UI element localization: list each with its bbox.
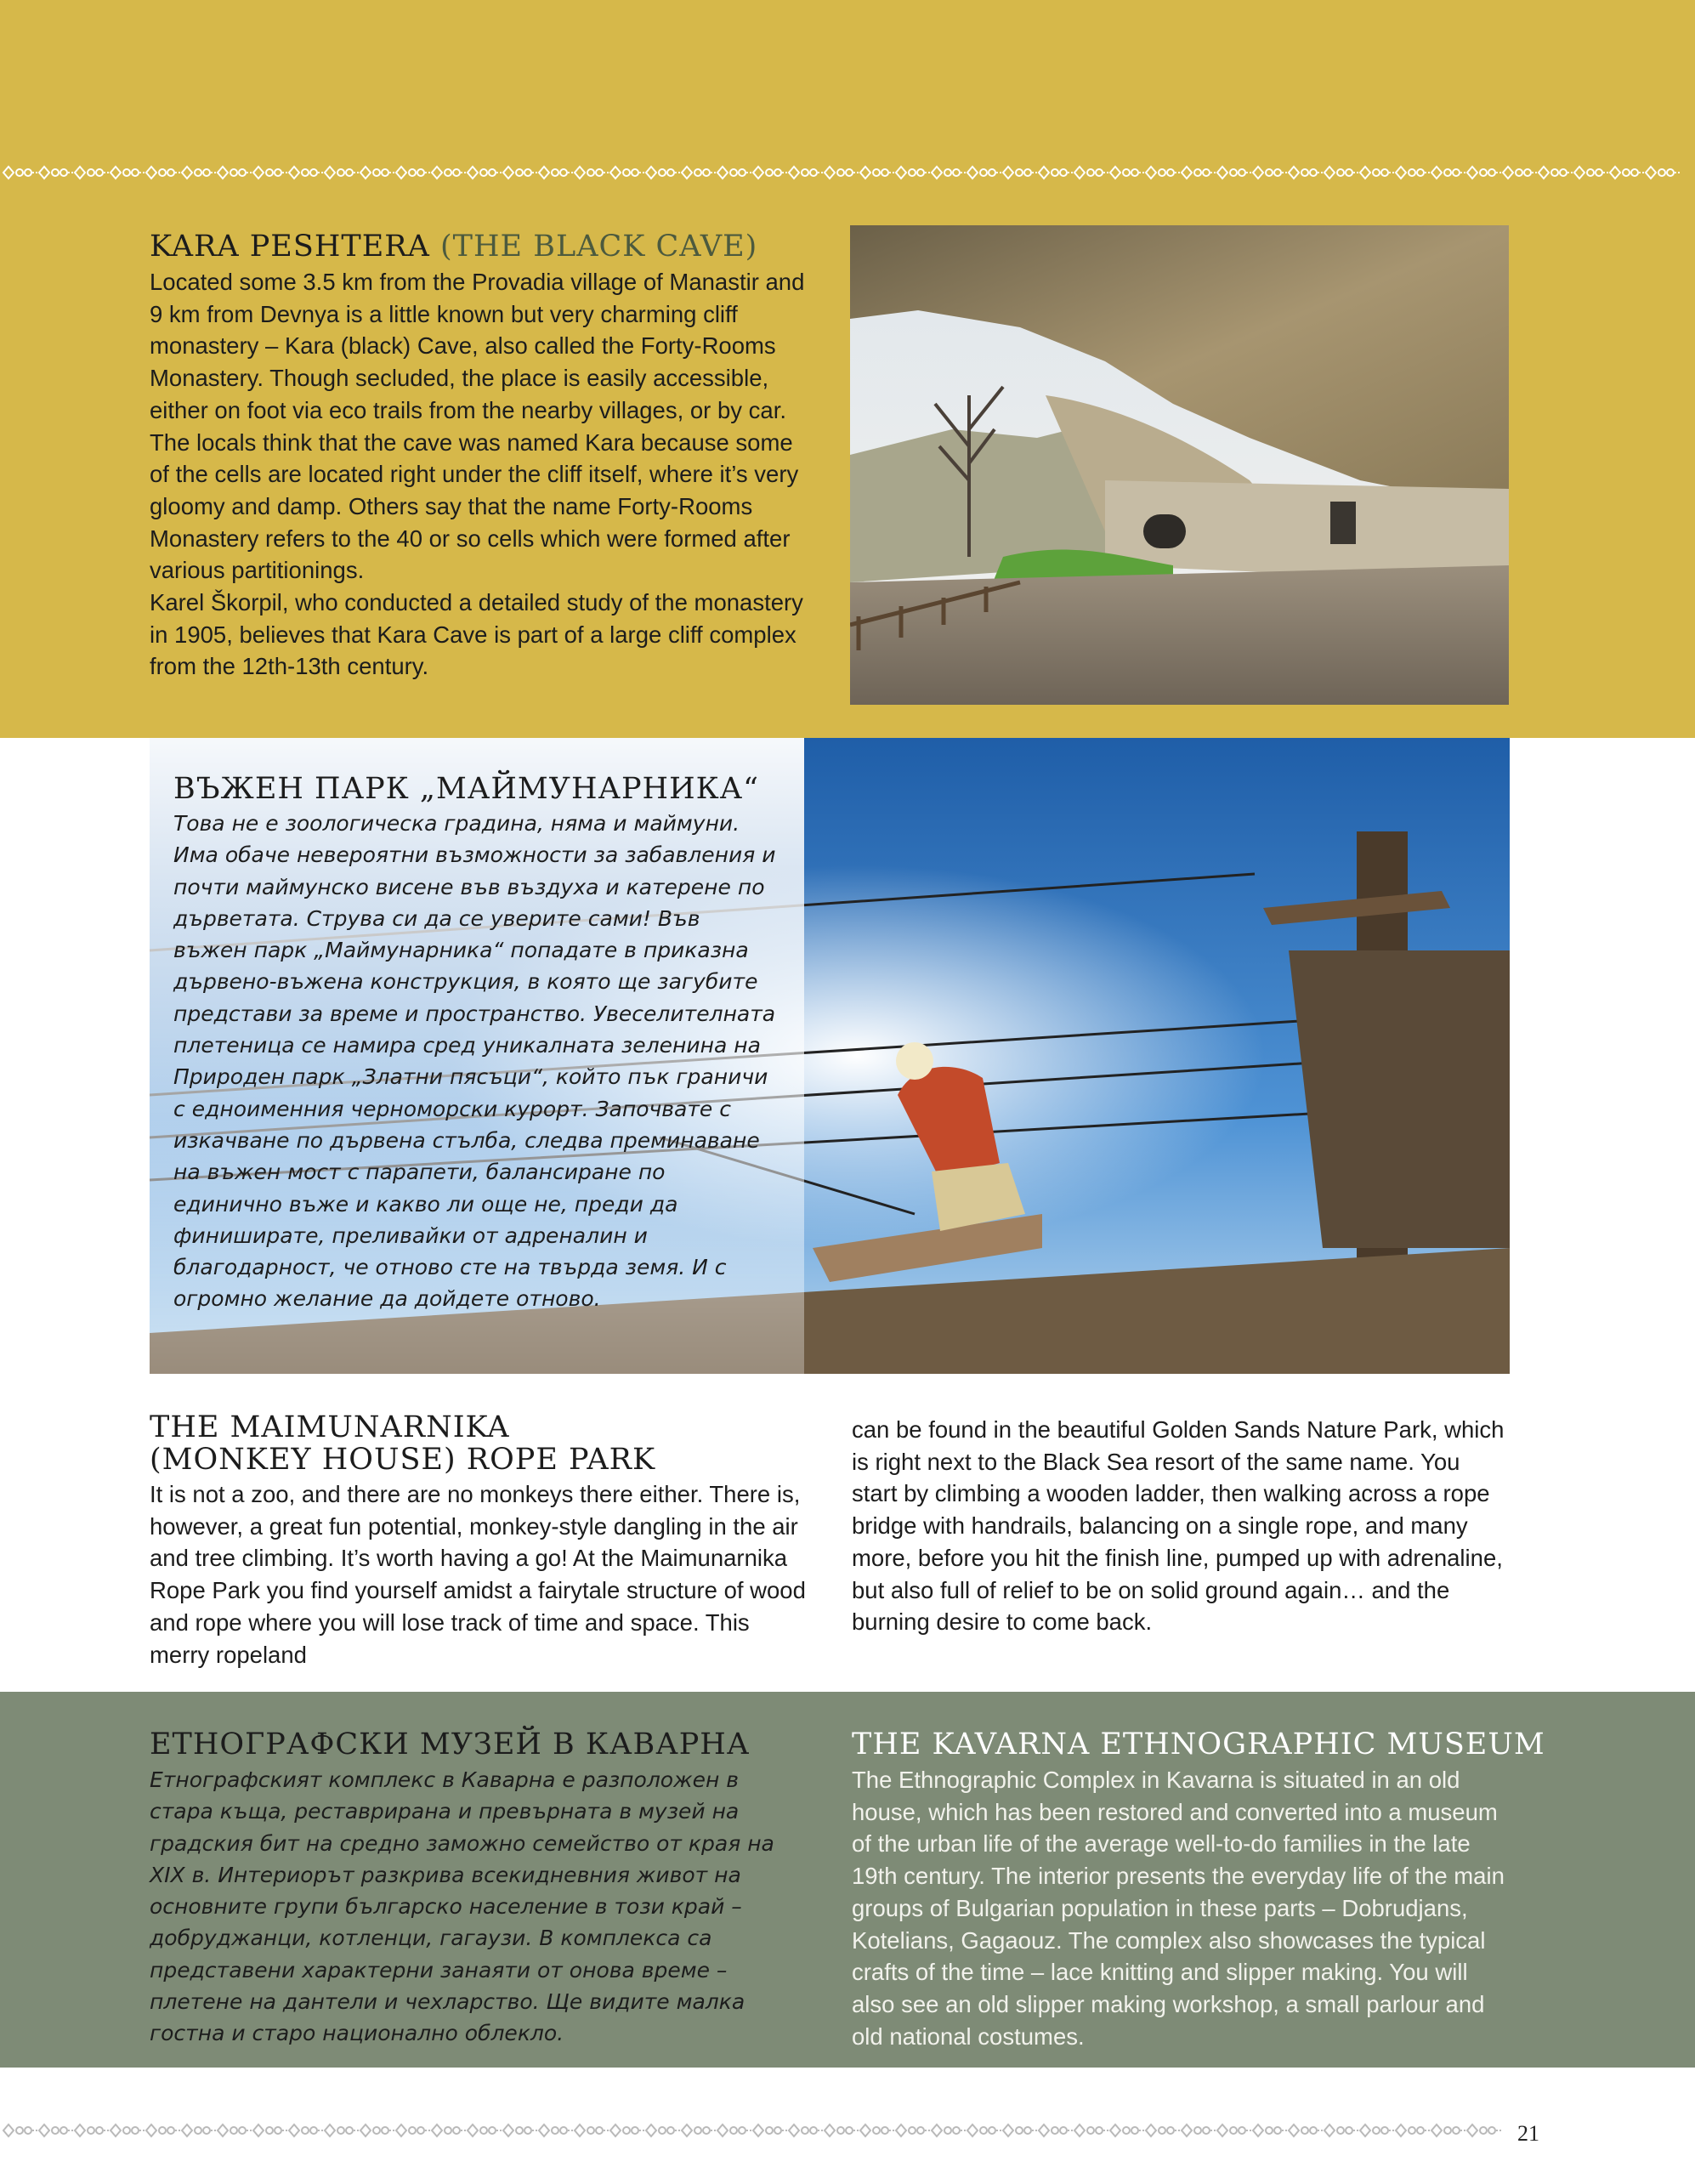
ornament-motif (218, 2124, 253, 2136)
museum-bg-body: Етнографският комплекс в Каварна е разположен в стара къща, реставрирана и превърната в музей на градския бит на средно заможно семейство от края на XIX в. Интериорът разкрива всекидневния живот на основните групи българско население в този край – добруджанци, котленци, гагаузи. В комплекса са представени характерни занаяти от онова време – плетене на дантели и чехларство. Ще видите малка гостна и старо национално облекло. (150, 1767, 774, 2046)
ornament-motif (1467, 2124, 1503, 2136)
ornament-motif (253, 2124, 289, 2136)
ornament-motif (610, 167, 646, 179)
rope-en-title-line2: (MONKEY HOUSE) ROPE PARK (150, 1443, 656, 1477)
ornament-motif (717, 167, 753, 179)
rope-en-title (150, 1411, 655, 1476)
ornament-motif (1646, 167, 1681, 179)
rope-bg-title: ВЪЖЕН ПАРК „МАЙМУНАРНИКА“ (173, 772, 760, 806)
ornament-motif (1396, 2124, 1431, 2136)
ornament-motif (503, 2124, 539, 2136)
ornament-motif (1467, 167, 1503, 179)
ornament-border-bottom (0, 2119, 1505, 2141)
ornament-motif (75, 167, 111, 179)
ornament-motif (753, 2124, 789, 2136)
museum-en-body: The Ethnographic Complex in Kavarna is situated in an old house, which has been restored and converted into a museum of the urban life of the average well-to-do families in the late 19th century. The interior presents the everyday life of the main groups of Bulgarian population in these parts – Dobrudjans, Kotelians, Gagaouz. The complex also showcases the typical crafts of the time – lace knitting and slipper making. You will also see an old slipper making workshop, a small parlour and old national costumes. (852, 1767, 1505, 2050)
kara-paragraph: Located some 3.5 km from the Provadia village of Manastir and 9 km from Devnya is a little known but very charming cliff monastery – Kara (black) Cave, also called the Forty-Rooms Monastery. Though secluded, the place is easily accessible, either on foot via eco trails from the nearby villages, or by car. (150, 269, 805, 423)
ornament-motif (1110, 2124, 1146, 2136)
kara-title-sub: (THE BLACK CAVE) (440, 230, 758, 264)
ornament-motif (360, 2124, 396, 2136)
ornament-motif (1074, 167, 1110, 179)
ornament-motif (1360, 167, 1396, 179)
ornament-motif (610, 2124, 646, 2136)
ornament-motif (111, 167, 146, 179)
ornament-motif (1253, 167, 1289, 179)
ornament-motif (1039, 167, 1074, 179)
rope-bg-body: Това не е зоологическа градина, няма и маймуни. Има обаче невероятни възможности за забавления и почти маймунско висене във въздуха и катерене по дърветата. Струва си да се уверите сами! Във въжен парк „Маймунарника“ попадате в приказна дървено-въжена конструкция, в която ще загубите представи за време и пространство. Увеселителната плетеница се намира сред уникалната зеленина на Природен парк „Златни пясъци“, който пък граничи с едноименния черноморски курорт. Започвате с изкачване по дървена стълба, следва преминаване на въжен мост с парапети, балансиране по единично въже и какво ли още не, преди да финиширате, преливайки от адреналин и благодарност, че отново сте на твърда земя. И с огромно желание да дойдете отново. (173, 811, 776, 1312)
ornament-motif (1146, 2124, 1182, 2136)
ornament-motif (360, 167, 396, 179)
ornament-motif (682, 2124, 717, 2136)
ornament-motif (1289, 167, 1324, 179)
ornament-motif (1539, 167, 1574, 179)
ornament-motif (896, 2124, 932, 2136)
ornament-motif (575, 167, 610, 179)
ornament-motif (646, 2124, 682, 2136)
ornament-motif (860, 167, 896, 179)
ornament-motif (539, 2124, 575, 2136)
ornament-motif (39, 2124, 75, 2136)
rope-en-body-right: can be found in the beautiful Golden Sands Nature Park, which is right next to the Black Sea resort of the same name. You start by climbing a wooden ladder, then walking across a rope bridge with handrails, balancing on a single rope, and many more, before you hit the finish line, pumped up with adrenaline, but also full of relief to be on solid ground again… and the burning desire to come back. (852, 1416, 1505, 1636)
ornament-motif (825, 167, 860, 179)
ornament-motif (1360, 2124, 1396, 2136)
ornament-motif (646, 167, 682, 179)
ornament-motif (1146, 167, 1182, 179)
ornament-motif (967, 167, 1003, 179)
museum-bg-title: ЕТНОГРАФСКИ МУЗЕЙ В КАВАРНА (150, 1727, 751, 1761)
page-number: 21 (1517, 2121, 1539, 2146)
ornament-motif (1217, 2124, 1253, 2136)
ornament-motif (146, 2124, 182, 2136)
ornament-motif (1253, 2124, 1289, 2136)
ornament-motif (1574, 167, 1610, 179)
ornament-motif (396, 167, 432, 179)
ornament-motif (753, 167, 789, 179)
ornament-motif (1289, 2124, 1324, 2136)
ornament-motif (1110, 167, 1146, 179)
ornament-motif (1610, 167, 1646, 179)
kara-paragraph: The locals think that the cave was named Kara because some of the cells are located right under the cliff itself, where it’s very gloomy and damp. Others say that the name Forty-Rooms Monastery refers to the 40 or so cells which were formed after various partitionings. (150, 428, 799, 584)
kara-paragraph: Karel Škorpil, who conducted a detailed study of the monastery in 1905, believes that Kara Cave is part of a large cliff complex from the 12th-13th century. (150, 589, 803, 680)
ornament-motif (1431, 167, 1467, 179)
cave-photo (850, 225, 1509, 705)
ornament-motif (539, 167, 575, 179)
ornament-motif (789, 167, 825, 179)
ornament-motif (75, 2124, 111, 2136)
kara-title-main: KARA PESHTERA (150, 230, 430, 264)
ornament-motif (1324, 167, 1360, 179)
ornament-motif (325, 167, 360, 179)
ornament-motif (289, 167, 325, 179)
rope-en-body-left: It is not a zoo, and there are no monkeys there either. There is, however, a great fun potential, monkey-style dangling in the air and tree climbing. It’s worth having a go! At the Maimunarnika Rope Park you find yourself amidst a fairytale structure of wood and rope where you will lose track of time and space. This merry ropeland (150, 1481, 806, 1668)
ornament-motif (432, 2124, 468, 2136)
ornament-motif (932, 2124, 967, 2136)
ornament-motif (1503, 167, 1539, 179)
ornament-motif (717, 2124, 753, 2136)
ornament-motif (825, 2124, 860, 2136)
kara-title (150, 230, 757, 264)
ornament-motif (789, 2124, 825, 2136)
ornament-motif (146, 167, 182, 179)
ornament-motif (1217, 167, 1253, 179)
kara-body (150, 266, 806, 683)
ornament-motif (39, 167, 75, 179)
ornament-motif (1003, 167, 1039, 179)
ornament-motif (896, 167, 932, 179)
ornament-motif (1074, 2124, 1110, 2136)
ornament-motif (967, 2124, 1003, 2136)
ornament-motif (1396, 167, 1431, 179)
ornament-motif (1182, 2124, 1217, 2136)
ornament-motif (218, 167, 253, 179)
ornament-motif (396, 2124, 432, 2136)
rope-en-title-line1: THE MAIMUNARNIKA (150, 1410, 510, 1444)
ornament-motif (468, 2124, 503, 2136)
ornament-motif (503, 167, 539, 179)
ornament-motif (1039, 2124, 1074, 2136)
ornament-motif (1182, 167, 1217, 179)
ornament-motif (325, 2124, 360, 2136)
ornament-motif (682, 167, 717, 179)
ornament-motif (575, 2124, 610, 2136)
museum-en-title: THE KAVARNA ETHNOGRAPHIC MUSEUM (852, 1727, 1545, 1761)
ornament-motif (182, 2124, 218, 2136)
ornament-motif (111, 2124, 146, 2136)
ornament-motif (860, 2124, 896, 2136)
ornament-motif (253, 167, 289, 179)
ornament-motif (289, 2124, 325, 2136)
ornament-motif (1003, 2124, 1039, 2136)
ornament-border-top (0, 162, 1695, 184)
ornament-motif (932, 167, 967, 179)
ornament-motif (3, 2124, 39, 2136)
ornament-motif (3, 167, 39, 179)
ornament-motif (1324, 2124, 1360, 2136)
ornament-motif (468, 167, 503, 179)
ornament-motif (182, 167, 218, 179)
ornament-motif (432, 167, 468, 179)
ornament-motif (1431, 2124, 1467, 2136)
